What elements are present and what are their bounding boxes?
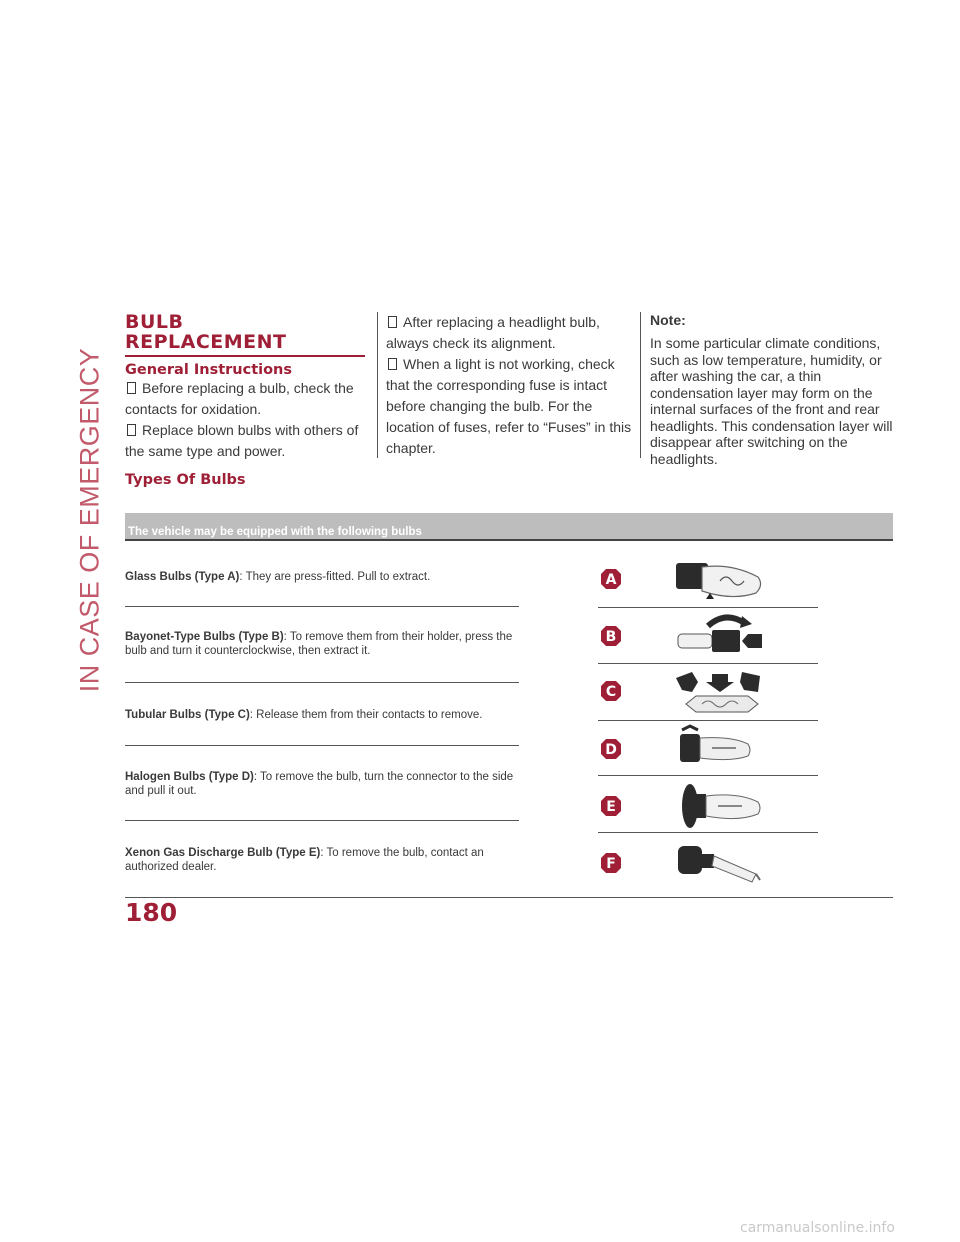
- column-divider: [640, 312, 641, 458]
- checkbox-bullet-icon: [127, 424, 136, 436]
- label-d: D: [605, 742, 617, 758]
- label-c: C: [605, 684, 617, 700]
- illustration-divider: [598, 663, 818, 664]
- checkbox-bullet-icon: [127, 382, 136, 394]
- label-b: B: [605, 629, 617, 645]
- label-c-badge: [600, 680, 622, 702]
- halogen-large-bulb-icon: [668, 780, 768, 832]
- label-b-badge: [600, 625, 622, 647]
- glass-bulb-icon: [672, 555, 772, 603]
- label-a-badge: [600, 568, 622, 590]
- note-text: In some particular climate conditions, such as low temperature, humidity, or after washing the car, a thin condensation layer may form on the internal surfaces of the front and rear headlights. This condensation layer will disappear after switching on the headlights.: [650, 335, 893, 467]
- illustration-divider: [598, 607, 818, 608]
- section-title-line2: REPLACEMENT: [125, 331, 287, 353]
- page-number: 180: [125, 898, 178, 927]
- note-title: Note:: [650, 312, 686, 328]
- bullet-item: [386, 354, 632, 459]
- section-title: [125, 312, 365, 357]
- bullet-text: Before replacing a bulb, check the contacts for oxidation.: [125, 380, 354, 417]
- bullet-item: [386, 312, 632, 354]
- bullet-item: [125, 378, 365, 420]
- types-title: Types Of Bulbs: [125, 472, 246, 488]
- bullet-text: Replace blown bulbs with others of the same type and power.: [125, 422, 359, 459]
- row-divider: [125, 606, 519, 607]
- checkbox-bullet-icon: [388, 316, 397, 328]
- chapter-side-tab-label: IN CASE OF EMERGENCY: [74, 347, 105, 693]
- general-instructions-column: [125, 312, 365, 462]
- section-subtitle: General Instructions: [125, 362, 293, 378]
- bulb-row-d: Halogen Bulbs (Type D): To remove the bulb, turn the connector to the side and pull it out.: [125, 771, 514, 797]
- label-d-badge: [600, 738, 622, 760]
- watermark: carmanualsonline.info: [740, 1220, 895, 1236]
- bullet-text: After replacing a headlight bulb, always check its alignment.: [386, 314, 600, 351]
- illustration-divider: [598, 775, 818, 776]
- note-column: [650, 312, 895, 467]
- label-f-badge: [600, 852, 622, 874]
- bullet-item: [125, 420, 365, 462]
- row-divider: [125, 682, 519, 683]
- illustration-divider: [598, 720, 818, 721]
- section-title-line1: BULB: [125, 311, 184, 333]
- alignment-column: [386, 312, 632, 459]
- xenon-bulb-icon: [672, 836, 772, 888]
- chapter-side-tab: [70, 310, 110, 730]
- bulb-row-c: Tubular Bulbs (Type C): Release them from their contacts to remove.: [125, 709, 483, 721]
- halogen-bulb-icon: [672, 724, 772, 774]
- label-f: F: [606, 856, 616, 872]
- label-e-badge: [600, 795, 622, 817]
- bayonet-bulb-icon: [672, 612, 772, 660]
- illustration-divider: [598, 832, 818, 833]
- bulb-table-header: The vehicle may be equipped with the following bulbs: [125, 513, 893, 541]
- tubular-bulb-icon: [672, 668, 772, 716]
- row-divider: [125, 820, 519, 821]
- checkbox-bullet-icon: [388, 358, 397, 370]
- bullet-text: When a light is not working, check that the corresponding fuse is intact before changing the bulb. For the location of fuses, refer to “Fuses” in this chapter.: [386, 356, 632, 456]
- label-e: E: [606, 799, 616, 815]
- column-divider: [377, 312, 378, 458]
- label-a: A: [605, 572, 617, 588]
- bulb-row-b: Bayonet-Type Bulbs (Type B): To remove them from their holder, press the bulb and turn it counterclockwise, then extract it.: [125, 631, 513, 657]
- bulb-row-a: Glass Bulbs (Type A): They are press-fitted. Pull to extract.: [125, 571, 431, 583]
- footer-rule: [125, 897, 893, 898]
- row-divider: [125, 745, 519, 746]
- bulb-row-e: Xenon Gas Discharge Bulb (Type E): To remove the bulb, contact an authorized dealer.: [125, 847, 484, 873]
